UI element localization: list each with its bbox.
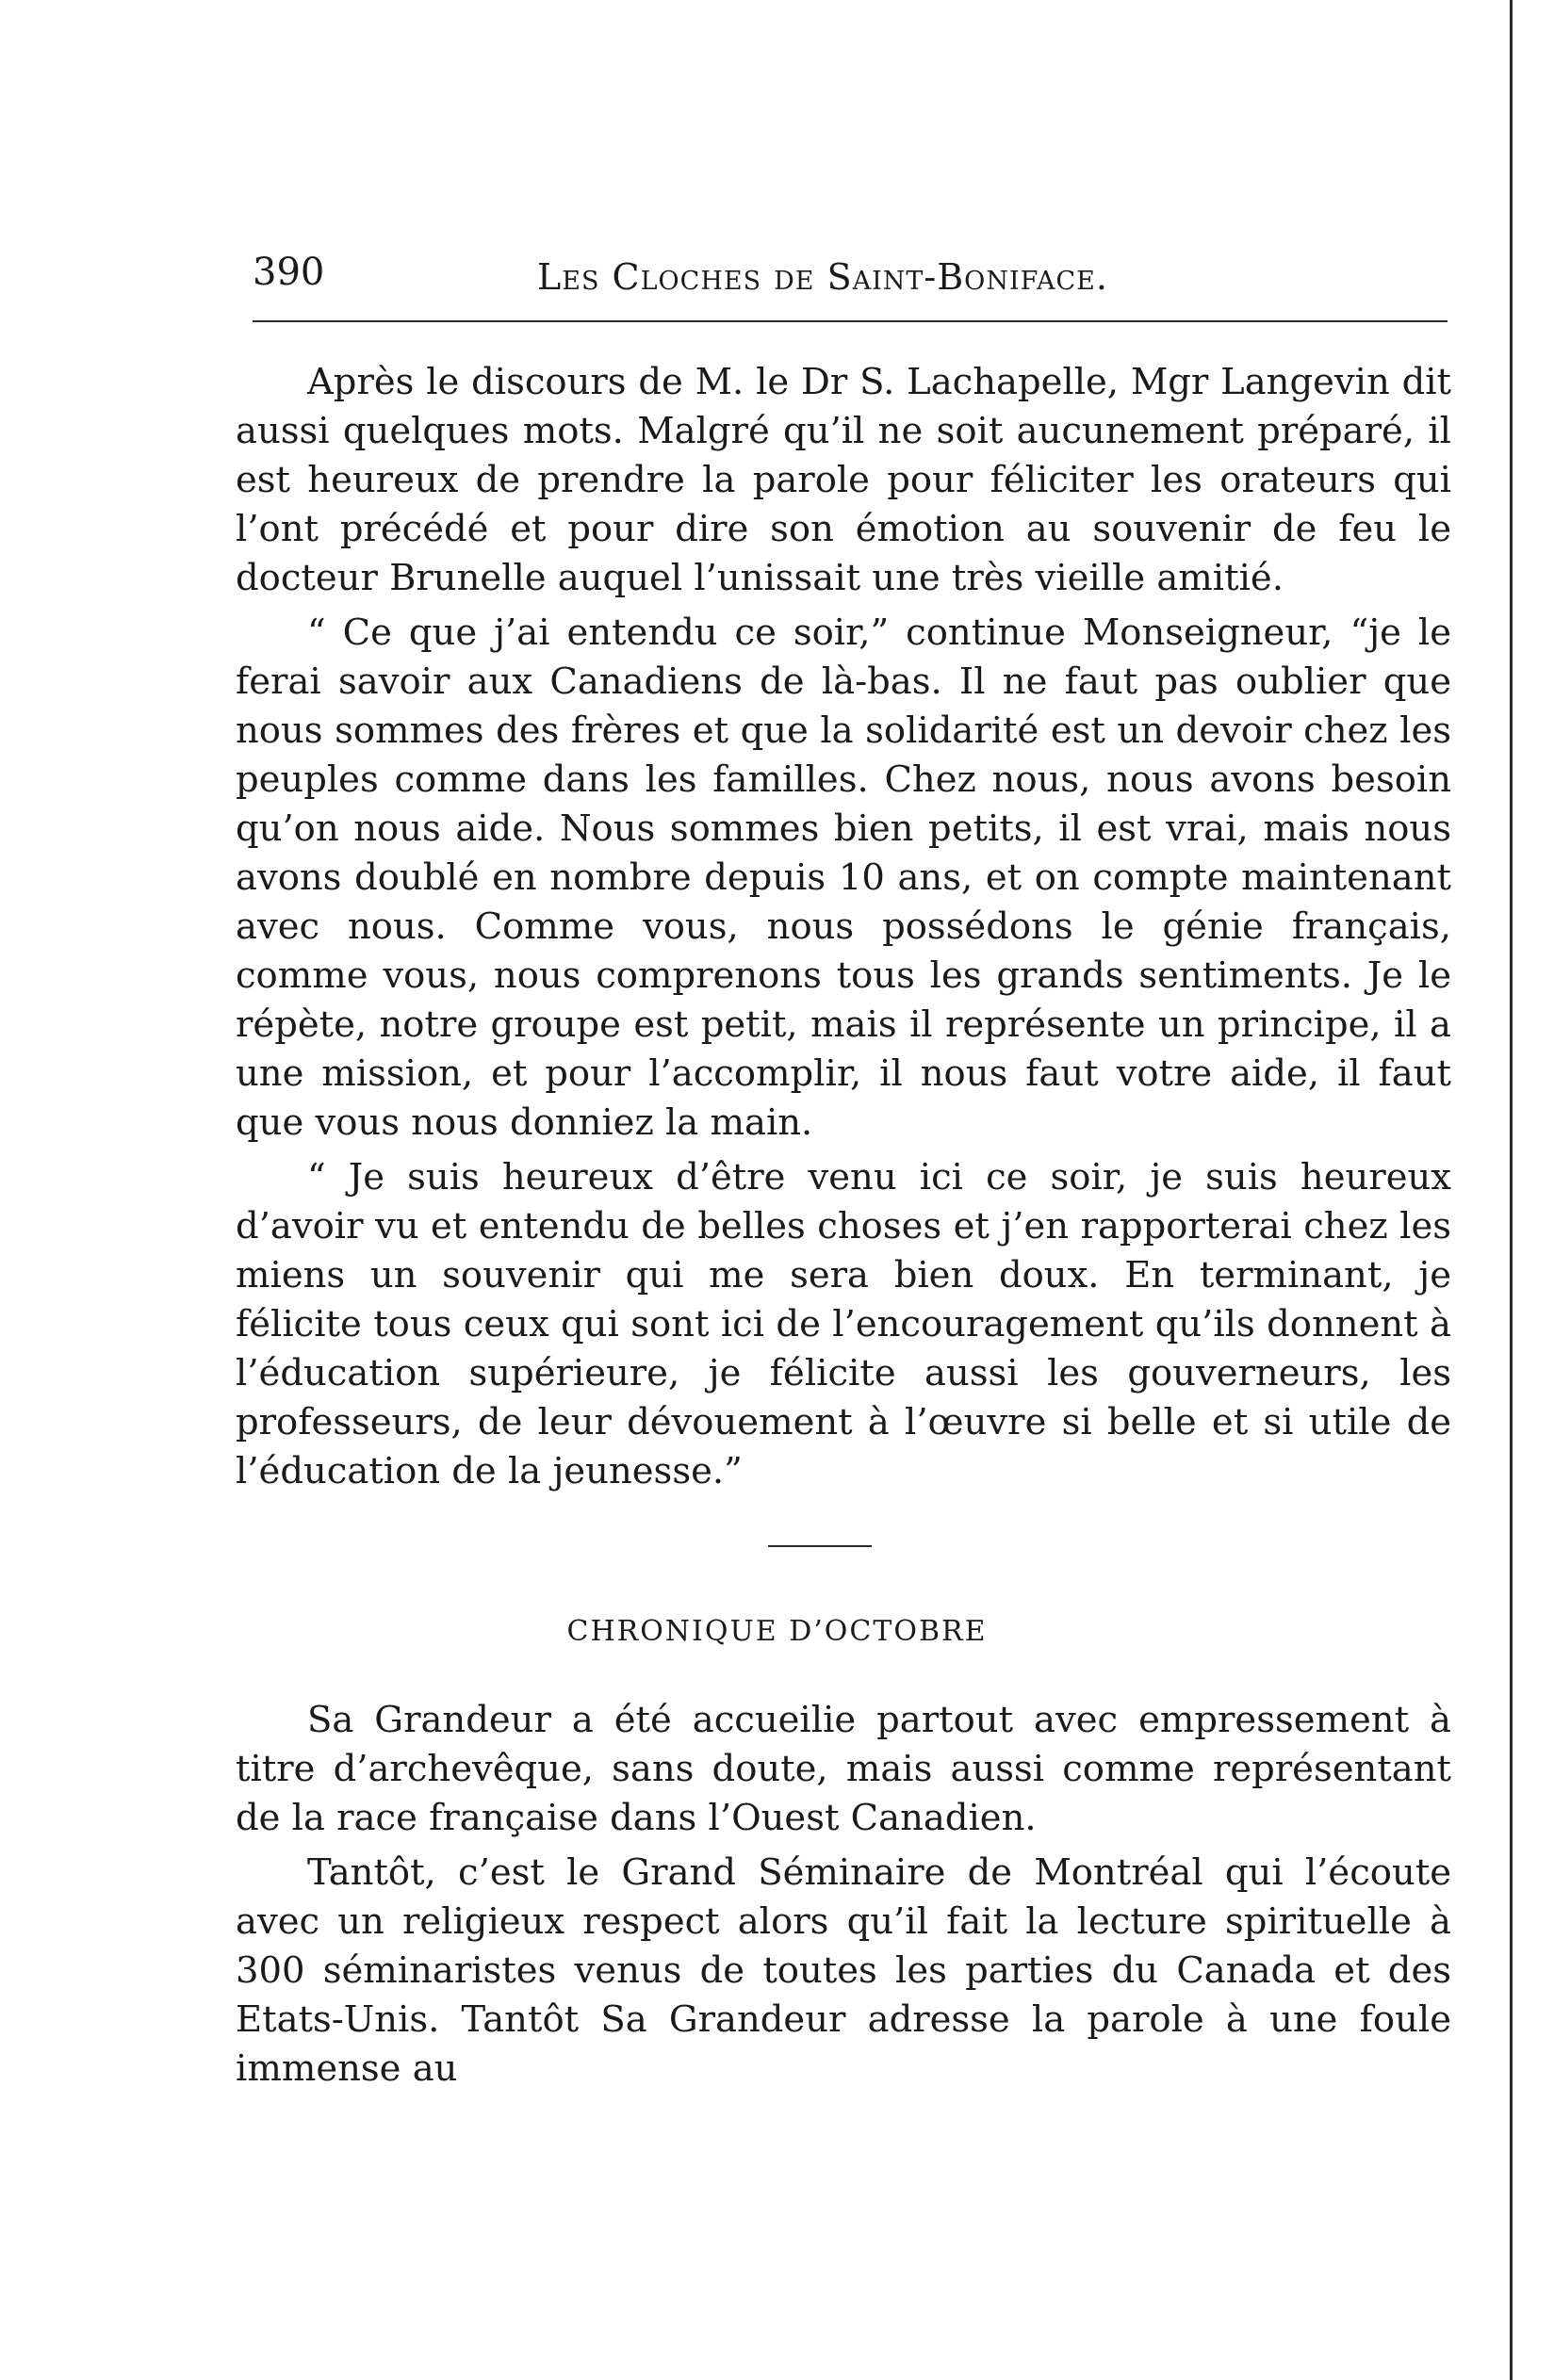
body-text-bottom bbox=[236, 1696, 1451, 2094]
header-divider bbox=[253, 320, 1448, 322]
paragraph: Après le discours de M. le Dr S. Lachapelle, Mgr Langevin dit aussi quelques mots. Malgré qu’il ne soit aucunement préparé, il est heureux de prendre la parole pour féliciter les orateurs qui l’ont précédé et pour dire son émotion au souvenir de feu le docteur Brunelle auquel l’unissait une très vieille amitié. bbox=[236, 361, 1451, 599]
paragraph: Sa Grandeur a été accueilie partout avec empressement à titre d’archevêque, sans doute, mais aussi comme représentant de la race française dans l’Ouest Canadien. bbox=[236, 1699, 1451, 1839]
section-title: CHRONIQUE D’OCTOBRE bbox=[566, 1615, 988, 1648]
section-divider bbox=[768, 1545, 872, 1547]
page-number: 390 bbox=[253, 251, 325, 294]
paragraph: “ Ce que j’ai entendu ce soir,” continue Monseigneur, “je le ferai savoir aux Canadiens de là-bas. Il ne faut pas oublier que nous sommes des frères et que la solidarité est un devoir chez les peuples comme dans les familles. Chez nous, nous avons besoin qu’on nous aide. Nous sommes bien petits, il est vrai, mais nous avons doublé en nombre depuis 10 ans, et on compte maintenant avec nous. Comme vous, nous possédons le génie français, comme vous, nous comprenons tous les grands sentiments. Je le répète, notre groupe est petit, mais il représente un principe, il a une mission, et pour l’accomplir, il nous faut votre aide, il faut que vous nous donniez la main. bbox=[236, 611, 1451, 1144]
running-title: Les Cloches de Saint-Boniface. bbox=[537, 256, 1108, 298]
body-text-top bbox=[236, 358, 1451, 1496]
page-edge-rule bbox=[1510, 0, 1513, 2380]
paragraph: “ Je suis heureux d’être venu ici ce soir, je suis heureux d’avoir vu et entendu de belles choses et j’en rapporterai chez les miens un souvenir qui me sera bien doux. En terminant, je félicite tous ceux qui sont ici de l’encouragement qu’ils donnent à l’éducation supérieure, je félicite aussi les gouverneurs, les professeurs, de leur dévouement à l’œuvre si belle et si utile de l’éducation de la jeunesse.” bbox=[236, 1156, 1451, 1492]
paragraph: Tantôt, c’est le Grand Séminaire de Montréal qui l’écoute avec un religieux respect alors qu’il fait la lecture spirituelle à 300 séminaristes venus de toutes les parties du Canada et des Etats-Unis. Tantôt Sa Grandeur adresse la parole à une foule immense au bbox=[236, 1851, 1451, 2090]
